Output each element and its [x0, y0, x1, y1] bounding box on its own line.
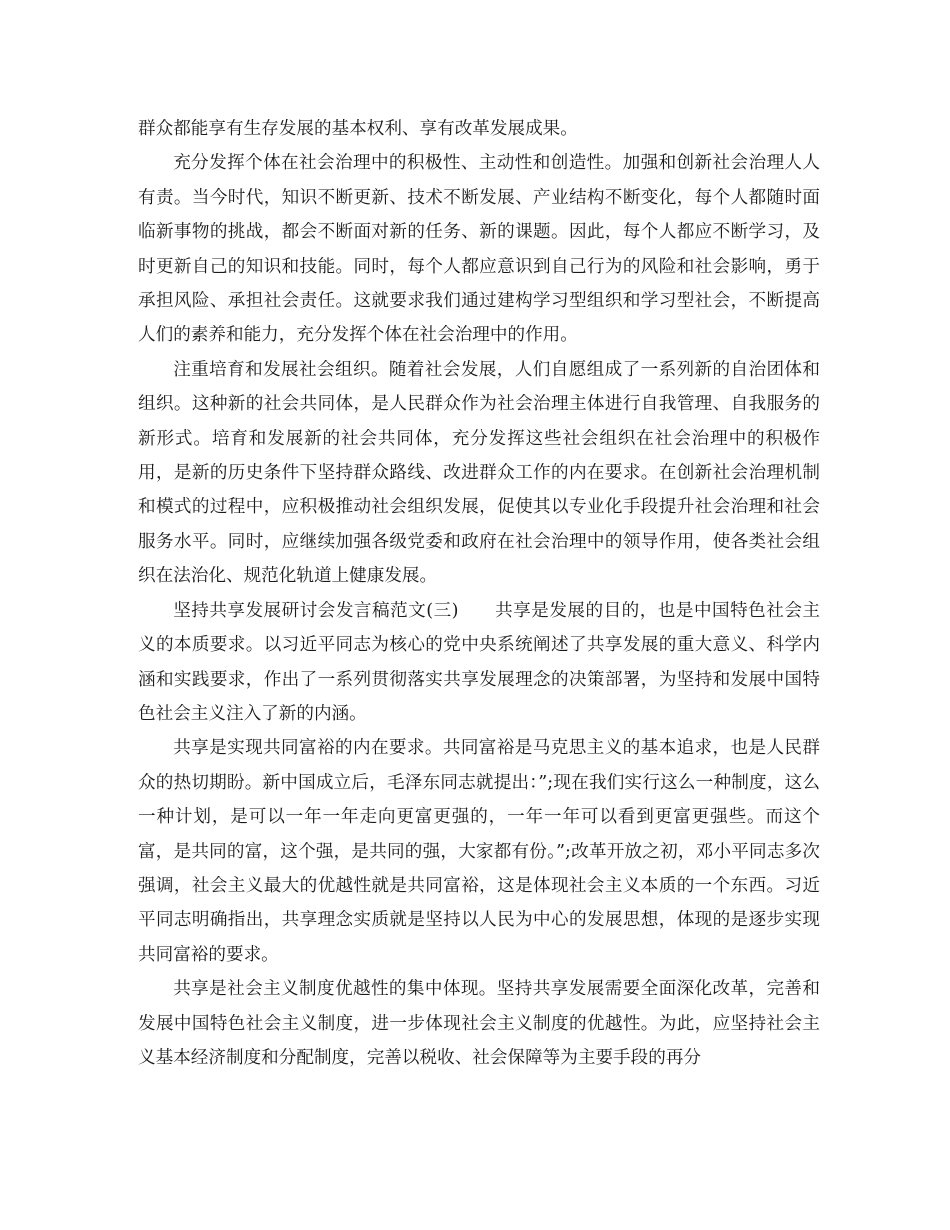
document-page	[138, 112, 820, 1075]
paragraph-shared-development-intro: 坚持共享发展研讨会发言稿范文(三) 共享是发展的目的，也是中国特色社会主义的本质要求。以习近平同志为核心的党中央系统阐述了共享发展的重大意义、科学内涵和实践要求，作出了一系列贯彻落实共享发展理念的决策部署，为坚持和发展中国特色社会主义注入了新的内涵。	[138, 600, 820, 724]
paragraph-social-organizations: 注重培育和发展社会组织。随着社会发展，人们自愿组成了一系列新的自治团体和组织。这种新的社会共同体，是人民群众作为社会治理主体进行自我管理、自我服务的新形式。培育和发展新的社会共同体，充分发挥这些社会组织在社会治理中的积极作用，是新的历史条件下坚持群众路线、改进群众工作的内在要求。在创新社会治理机制和模式的过程中，应积极推动社会组织发展，促使其以专业化手段提升社会治理和社会服务水平。同时，应继续加强各级党委和政府在社会治理中的领导作用，使各类社会组织在法治化、规范化轨道上健康发展。	[138, 359, 820, 587]
paragraph-common-prosperity: 共享是实现共同富裕的内在要求。共同富裕是马克思主义的基本追求，也是人民群众的热切期盼。新中国成立后，毛泽东同志就提出：”;现在我们实行这么一种制度，这么一种计划，是可以一年一年走向更富更强的，一年一年可以看到更富更强些。而这个富，是共同的富，这个强，是共同的强，大家都有份。”;改革开放之初，邓小平同志多次强调，社会主义最大的优越性就是共同富裕，这是体现社会主义本质的一个东西。习近平同志明确指出，共享理念实质就是坚持以人民为中心的发展思想，体现的是逐步实现共同富裕的要求。	[138, 738, 820, 965]
paragraph-socialist-system: 共享是社会主义制度优越性的集中体现。坚持共享发展需要全面深化改革，完善和发展中国特色社会主义制度，进一步体现社会主义制度的优越性。为此，应坚持社会主义基本经济制度和分配制度，完善以税收、社会保障等为主要手段的再分	[138, 979, 820, 1068]
paragraph-individual-role: 充分发挥个体在社会治理中的积极性、主动性和创造性。加强和创新社会治理人人有责。当今时代，知识不断更新、技术不断发展、产业结构不断变化，每个人都随时面临新事物的挑战，都会不断面对新的任务、新的课题。因此，每个人都应不断学习，及时更新自己的知识和技能。同时，每个人都应意识到自己行为的风险和社会影响，勇于承担风险、承担社会责任。这就要求我们通过建构学习型组织和学习型社会，不断提高人们的素养和能力，充分发挥个体在社会治理中的作用。	[138, 153, 820, 346]
paragraph-continuation: 群众都能享有生存发展的基本权利、享有改革发展成果。	[138, 119, 578, 139]
